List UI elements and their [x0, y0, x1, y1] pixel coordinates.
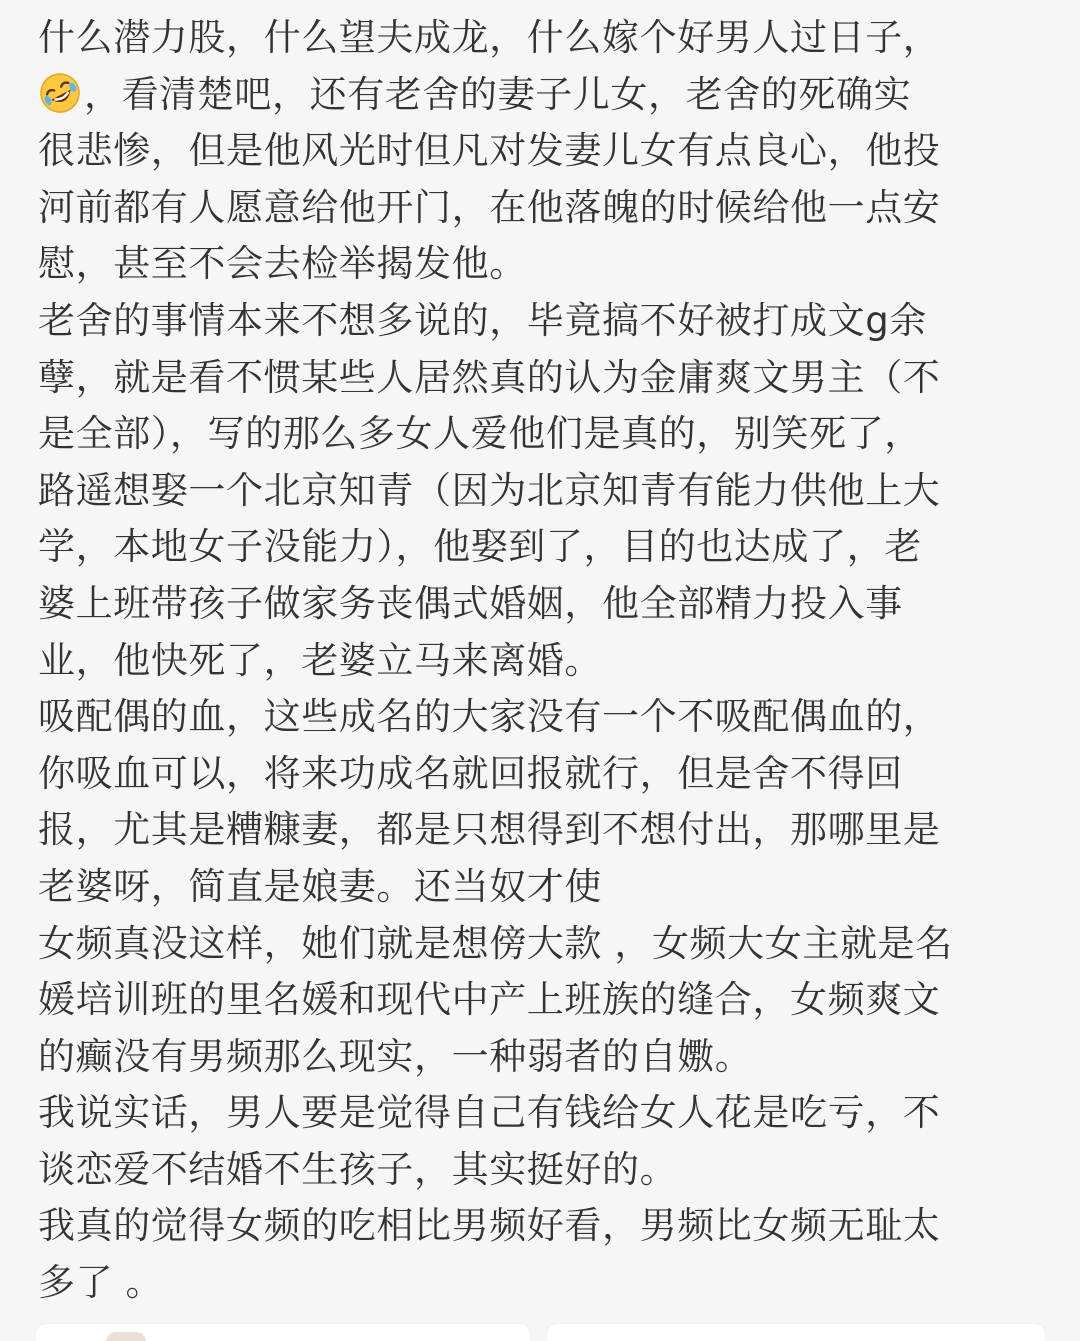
post-line: 孽，就是看不惯某些人居然真的认为金庸爽文男主（不 [38, 355, 941, 399]
post-line: 媛培训班的里名媛和现代中产上班族的缝合，女频爽文 [38, 978, 941, 1022]
post-line: 我说实话，男人要是觉得自己有钱给女人花是吃亏，不 [38, 1091, 941, 1135]
post-line: 学，本地女子没能力），他娶到了，目的也达成了，老 [38, 525, 922, 569]
related-card-left[interactable] [36, 1324, 530, 1341]
post-line: 什么潜力股，什么望夫成龙，什么嫁个好男人过日子， [38, 16, 941, 59]
post-line: 报，尤其是糟糠妻，都是只想得到不想付出，那哪里是 [38, 808, 941, 852]
post-line-text: ，看清楚吧，还有老舍的妻子儿女，老舍的死确实 [84, 72, 912, 116]
rolling-laughing-icon [38, 71, 82, 115]
post-line: 吸配偶的血，这些成名的大家没有一个不吸配偶血的， [38, 695, 941, 739]
post-body [38, 10, 1048, 1312]
post-line: 老婆呀，简直是娘妻。还当奴才使 [38, 864, 602, 908]
post-line: 河前都有人愿意给他开门，在他落魄的时候给他一点安 [38, 185, 941, 229]
post-line: 婆上班带孩子做家务丧偶式婚姻，他全部精力投入事 [38, 581, 903, 625]
card-thumbnail [106, 1332, 146, 1341]
post-line: 很悲惨，但是他风光时但凡对发妻儿女有点良心，他投 [38, 129, 941, 173]
post-line: 是全部），写的那么多女人爱他们是真的，别笑死了， [38, 412, 922, 456]
post-line: 你吸血可以，将来功成名就回报就行，但是舍不得回 [38, 751, 903, 795]
related-card-right[interactable] [547, 1324, 1045, 1341]
post-line: 路遥想娶一个北京知青（因为北京知青有能力供他上大 [38, 468, 941, 512]
post-line: 谈恋爱不结婚不生孩子，其实挺好的。 [38, 1147, 678, 1191]
post-line-with-emoji [38, 67, 1048, 124]
post-line: 女频真没这样，她们就是想傍大款 ，女频大女主就是名 [38, 921, 953, 965]
post-line: 多了 。 [38, 1261, 164, 1305]
post-line: 慰，甚至不会去检举揭发他。 [38, 242, 527, 286]
post-line: 业，他快死了，老婆立马来离婚。 [38, 638, 602, 682]
post-line: 我真的觉得女频的吃相比男频好看，男频比女频无耻太 [38, 1204, 941, 1248]
post-line: 的癫没有男频那么现实，一种弱者的自嫐。 [38, 1034, 753, 1078]
post-line: 老舍的事情本来不想多说的，毕竟搞不好被打成文g余 [38, 298, 927, 342]
